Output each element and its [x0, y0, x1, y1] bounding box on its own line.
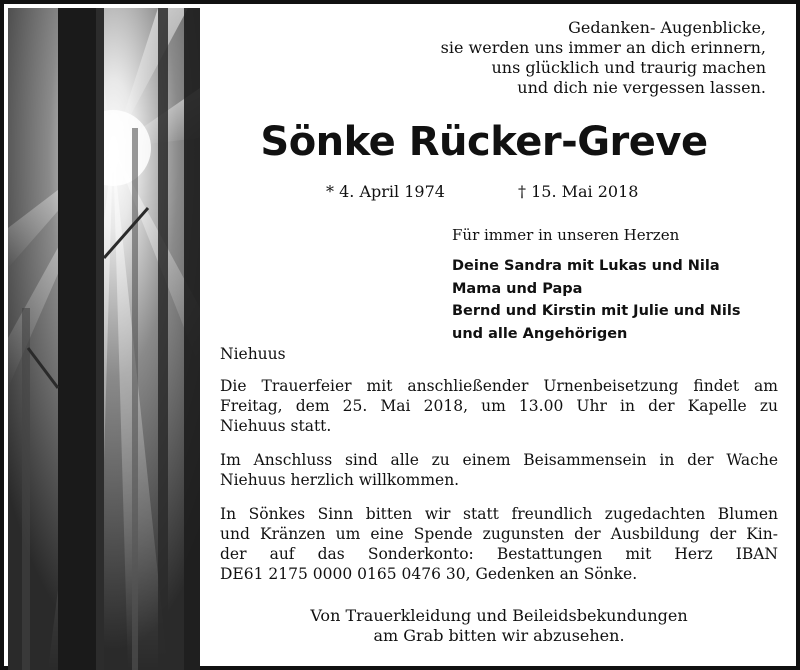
- donation-line: DE61 2175 0000 0165 0476 30, Gedenken an Sönke.: [220, 565, 638, 583]
- poem-line: Gedanken- Augenblicke,: [568, 18, 766, 37]
- poem-line: sie werden uns immer an dich erinnern,: [440, 38, 766, 57]
- family-line: Deine Sandra mit Lukas und Nila: [452, 258, 720, 274]
- gathering-line: Im Anschluss sind alle zu einem Beisammensein in der Wache: [220, 451, 778, 469]
- closing-note: [220, 606, 778, 646]
- poem: [406, 18, 766, 98]
- family-line: Mama und Papa: [452, 280, 583, 297]
- donation-line: und Kränzen um eine Spende zugunsten der Ausbildung der Kin-: [220, 525, 778, 543]
- donation-line: der auf das Sonderkonto: Bestattungen mit Herz IBAN: [220, 545, 778, 563]
- funeral-line: Niehuus statt.: [220, 417, 332, 435]
- funeral-paragraph: [220, 376, 778, 436]
- funeral-line: Die Trauerfeier mit anschließender Urnenbeisetzung findet am: [220, 377, 778, 395]
- forest-sunrays-image: [8, 8, 200, 670]
- poem-line: und dich nie vergessen lassen.: [517, 78, 766, 97]
- gathering-line: Niehuus herzlich willkommen.: [220, 471, 460, 489]
- death-date: † 15. Mai 2018: [518, 182, 639, 201]
- closing-line: am Grab bitten wir abzusehen.: [373, 626, 625, 645]
- in-heart-line: Für immer in unseren Herzen: [452, 226, 680, 244]
- poem-line: uns glücklich und traurig machen: [491, 58, 766, 77]
- family-list: [452, 255, 741, 345]
- family-line: und alle Angehörigen: [452, 325, 628, 342]
- birth-date: * 4. April 1974: [326, 182, 445, 201]
- family-line: Bernd und Kirstin mit Julie und Nils: [452, 303, 741, 319]
- closing-line: Von Trauerkleidung und Beileidsbekundungen: [310, 606, 688, 625]
- place-name: Niehuus: [220, 345, 286, 363]
- gathering-paragraph: [220, 450, 778, 490]
- donation-paragraph: [220, 504, 778, 584]
- donation-line: In Sönkes Sinn bitten wir statt freundlich zugedachten Blumen: [220, 505, 778, 523]
- funeral-line: Freitag, dem 25. Mai 2018, um 13.00 Uhr in der Kapelle zu: [220, 397, 778, 415]
- deceased-name: Sönke Rücker-Greve: [260, 119, 708, 165]
